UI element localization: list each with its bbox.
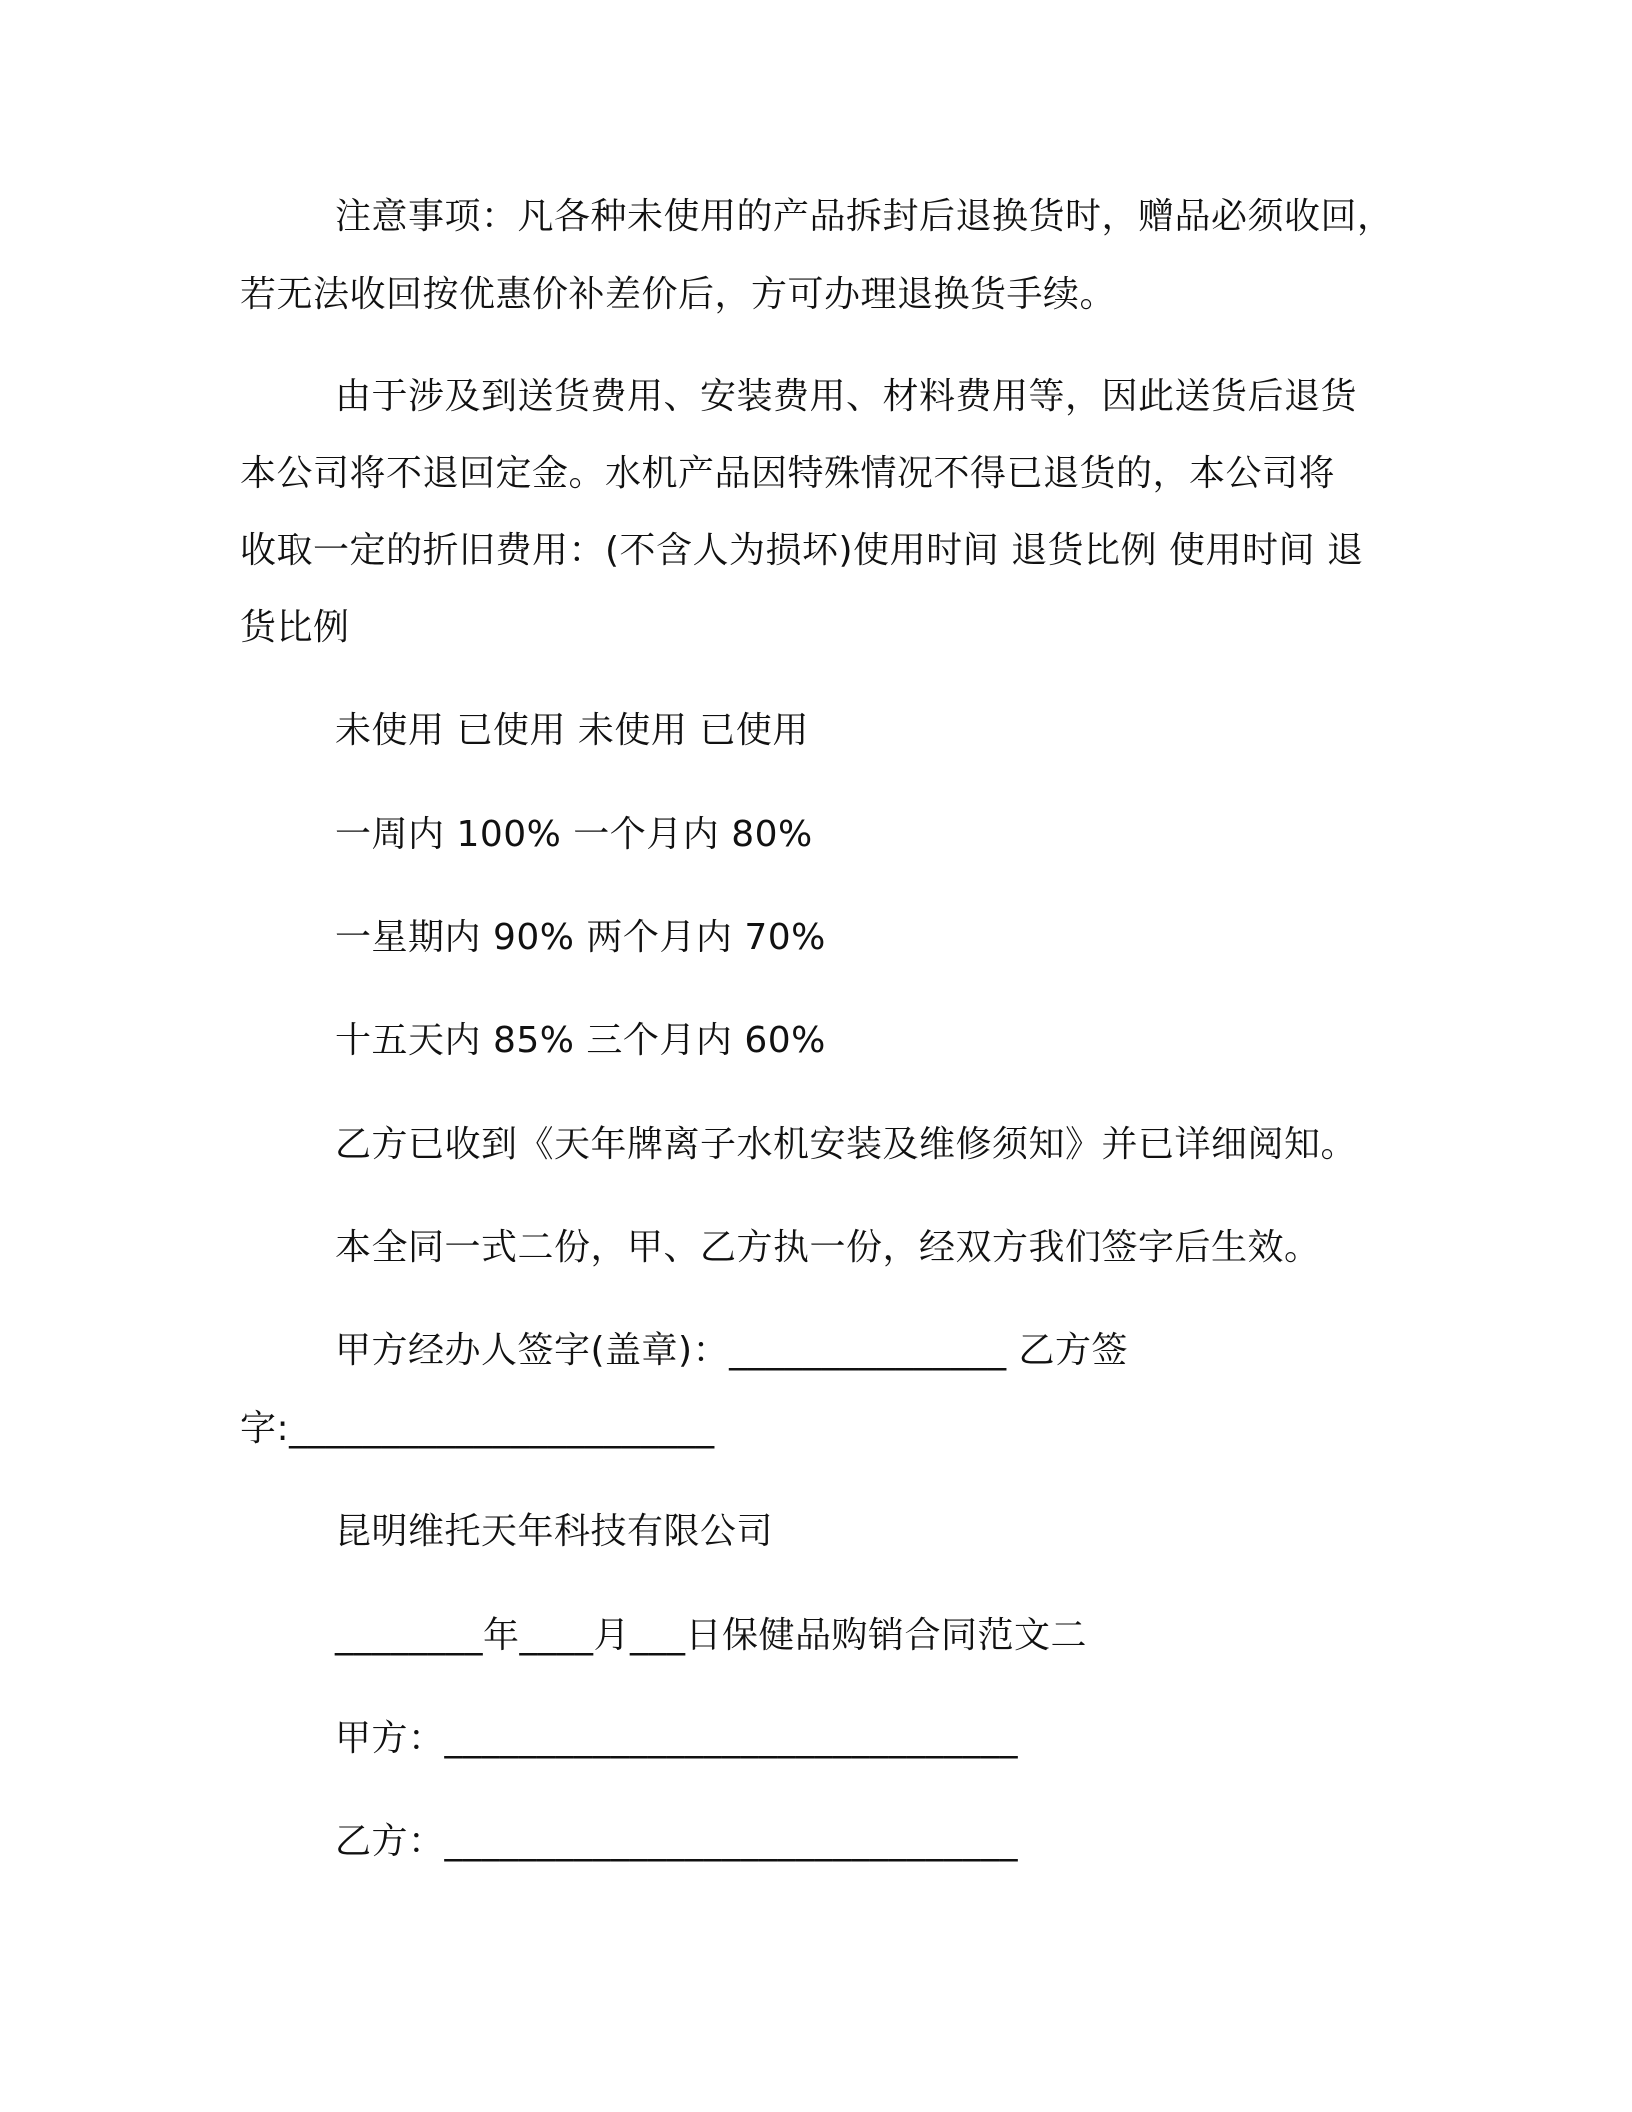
party-b-line: 乙方：_______________________________ xyxy=(335,1821,1019,1862)
received-notice: 乙方已收到《天年牌离子水机安装及维修须知》并已详细阅知。 xyxy=(335,1124,1358,1165)
signature-line-2: 字:_______________________ xyxy=(240,1408,715,1449)
company-name: 昆明维托天年科技有限公司 xyxy=(335,1511,774,1552)
party-a-line: 甲方：_______________________________ xyxy=(335,1718,1019,1759)
signature-line-1: 甲方经办人签字(盖章)：_______________ 乙方签 xyxy=(335,1330,1129,1371)
depreciation-table-row: 十五天内 85% 三个月内 60% xyxy=(335,1020,826,1061)
paragraph-notice-line-1: 注意事项：凡各种未使用的产品拆封后退换货时，赠品必须收回， xyxy=(335,196,1394,237)
date-and-contract-title: ________年____月___日保健品购销合同范文二 xyxy=(335,1615,1088,1656)
depreciation-table-row: 一周内 100% 一个月内 80% xyxy=(335,814,813,855)
paragraph-refund-line-2: 本公司将不退回定金。水机产品因特殊情况不得已退货的，本公司将 xyxy=(240,453,1336,494)
paragraph-notice-line-2: 若无法收回按优惠价补差价后，方可办理退换货手续。 xyxy=(240,274,1117,315)
paragraph-refund-line-4: 货比例 xyxy=(240,607,350,648)
depreciation-table-row: 一星期内 90% 两个月内 70% xyxy=(335,917,826,958)
copies-notice: 本全同一式二份，甲、乙方执一份，经双方我们签字后生效。 xyxy=(335,1227,1321,1268)
depreciation-table-header: 未使用 已使用 未使用 已使用 xyxy=(335,710,809,751)
paragraph-refund-line-3: 收取一定的折旧费用：(不含人为损坏)使用时间 退货比例 使用时间 退 xyxy=(240,530,1364,571)
paragraph-refund-line-1: 由于涉及到送货费用、安装费用、材料费用等，因此送货后退货 xyxy=(335,376,1358,417)
